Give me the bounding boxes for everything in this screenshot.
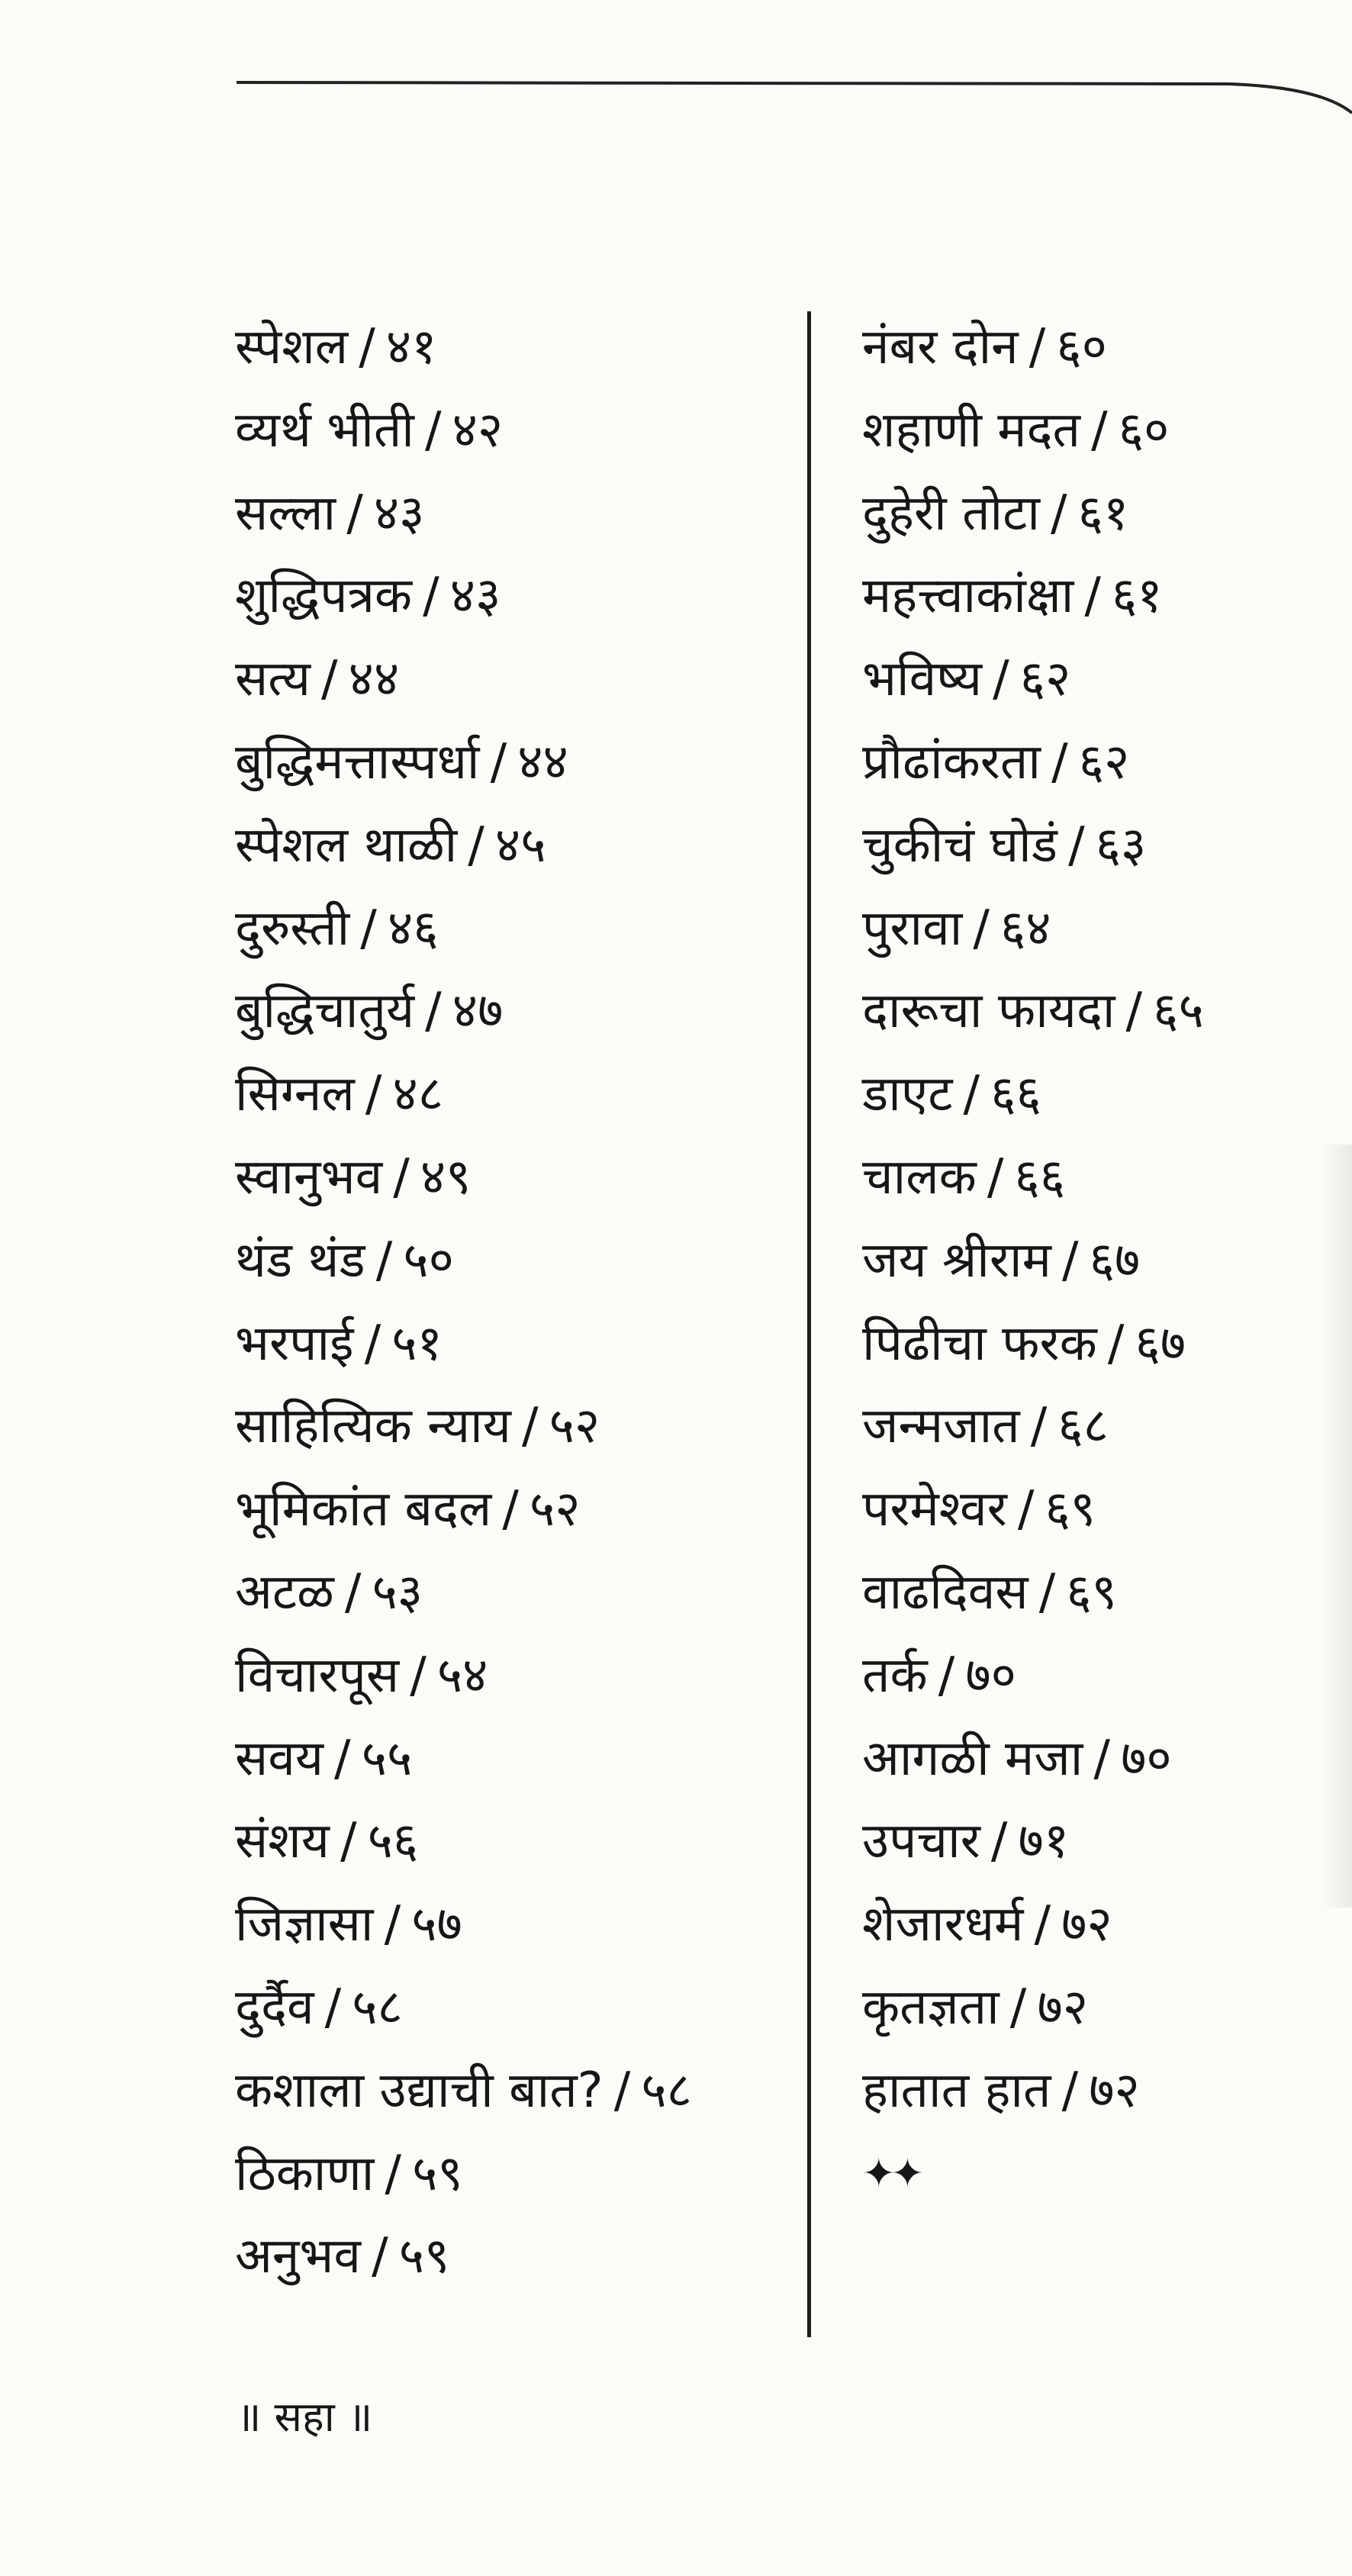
toc-entry-title: दुहेरी तोटा (862, 485, 1040, 542)
toc-entry-title: अनुभव (235, 2228, 361, 2285)
toc-entry-page: ५१ (391, 1315, 443, 1372)
toc-entry-page: ५७ (411, 1896, 462, 1953)
toc-entry (235, 1808, 800, 1892)
toc-entry (862, 978, 1320, 1061)
toc-entry-page: ७२ (1061, 1896, 1112, 1953)
toc-entry (862, 1061, 1320, 1145)
toc-entry-page: ४९ (420, 1148, 472, 1206)
top-rule (237, 76, 1352, 122)
toc-entry-separator: / (1028, 319, 1046, 375)
toc-entry-separator: / (963, 1066, 980, 1123)
toc-entry-page: ६० (1056, 319, 1107, 375)
toc-entry-title: वाढदिवस (862, 1563, 1028, 1621)
toc-entry-separator: / (468, 816, 484, 874)
toc-entry-separator: / (993, 651, 1009, 708)
toc-entry-page: ५८ (352, 1979, 403, 2036)
toc-entry-page: ६६ (1014, 1148, 1066, 1206)
toc-entry (235, 2058, 800, 2141)
toc-entry-page: ६७ (1089, 1232, 1141, 1289)
toc-entry-separator: / (490, 733, 507, 791)
toc-entry-title: नंबर दोन (862, 319, 1019, 375)
toc-entry-page: ६९ (1066, 1563, 1117, 1621)
toc-entry-page: ४१ (385, 319, 437, 375)
toc-entry (235, 398, 800, 481)
toc-entry (235, 2141, 800, 2224)
toc-entry-separator: / (410, 1647, 427, 1704)
toc-entry-separator: / (1061, 1232, 1079, 1289)
toc-entry (235, 314, 800, 398)
toc-entry (235, 978, 800, 1061)
toc-entry-title: साहित्यिक न्याय (235, 1398, 511, 1455)
toc-entry-page: ४६ (387, 900, 439, 957)
toc-entry (862, 1311, 1320, 1394)
toc-entry-title: आगळी मजा (862, 1730, 1083, 1787)
toc-entry-separator: / (1093, 1730, 1110, 1787)
toc-entry-title: बुद्धिमत्तास्पर्धा (235, 733, 480, 791)
toc-entry-title: तर्क (862, 1647, 928, 1704)
toc-entry-title: संशय (235, 1813, 330, 1870)
toc-entry (862, 2058, 1320, 2141)
toc-entry-title: जिज्ञासा (235, 1896, 374, 1953)
toc-entry (862, 729, 1320, 813)
toc-entry-separator: / (321, 651, 338, 708)
toc-entry-page: ६८ (1057, 1398, 1109, 1455)
toc-entry (235, 1560, 800, 1643)
toc-entry-title: महत्त्वाकांक्षा (862, 568, 1074, 625)
toc-entry-page: ६१ (1112, 568, 1163, 625)
toc-entry-title: कृतज्ञता (862, 1979, 1000, 2036)
toc-right-column (862, 314, 1320, 2223)
toc-entry-title: प्रौढांकरता (862, 733, 1041, 791)
toc-entry-page: ७१ (1018, 1813, 1070, 1870)
toc-entry-page: ६३ (1095, 816, 1147, 874)
toc-entry-separator: / (1068, 816, 1085, 874)
toc-entry-page: ५२ (549, 1398, 600, 1455)
toc-entry-title: पुरावा (862, 900, 963, 957)
toc-entry (235, 1476, 800, 1560)
toc-entry-separator: / (375, 1232, 393, 1289)
toc-entry (235, 481, 800, 564)
toc-entry-title: थंड थंड (235, 1232, 365, 1289)
toc-entry-title: शेजारधर्म (862, 1896, 1024, 1953)
toc-entry-title: सवय (235, 1730, 324, 1787)
toc-entry (862, 1560, 1320, 1643)
column-divider (807, 311, 811, 2337)
toc-entry-page: ५४ (436, 1647, 488, 1704)
toc-entry-page: ६९ (1045, 1481, 1096, 1538)
toc-entry-title: पिढीचा फरक (862, 1315, 1097, 1372)
toc-entry-title: भरपाई (235, 1315, 354, 1372)
toc-entry (235, 2223, 800, 2307)
toc-entry-title: दुर्दैव (235, 1979, 314, 2036)
toc-entry-page: ७२ (1037, 1979, 1088, 2036)
toc-entry-page: ६२ (1019, 651, 1071, 708)
toc-entry (235, 1975, 800, 2058)
toc-entry-page: ५३ (372, 1563, 423, 1621)
toc-entry-page: ५० (403, 1232, 454, 1289)
toc-entry-title: सल्ला (235, 485, 336, 542)
page-number: ॥ सहा ॥ (237, 2393, 373, 2441)
toc-entry-title: डाएट (862, 1066, 953, 1123)
toc-entry-title: भूमिकांत बदल (235, 1481, 492, 1538)
toc-entry-page: ७० (1121, 1730, 1172, 1787)
toc-entry-page: ६७ (1135, 1315, 1186, 1372)
toc-entry-title: व्यर्थ भीती (235, 401, 414, 459)
toc-entry-page: ५९ (398, 2228, 450, 2285)
toc-entry-page: ५८ (641, 2062, 692, 2119)
toc-entry (862, 1643, 1320, 1726)
toc-entry-separator: / (987, 1148, 1004, 1206)
page-edge-shadow (1321, 1145, 1352, 1908)
toc-entry-separator: / (1051, 485, 1067, 542)
toc-entry (862, 1145, 1320, 1228)
toc-left-column (235, 314, 800, 2307)
toc-entry-page: ७० (965, 1647, 1016, 1704)
toc-entry-separator: / (1034, 1896, 1051, 1953)
toc-entry-separator: / (1017, 1481, 1035, 1538)
toc-entry-separator: / (1051, 733, 1068, 791)
toc-entry (862, 314, 1320, 398)
toc-entry (235, 1892, 800, 1975)
toc-entry-page: ६१ (1077, 485, 1129, 542)
toc-entry-page: ५२ (530, 1481, 581, 1538)
toc-entry (862, 398, 1320, 481)
toc-entry-title: स्पेशल (235, 319, 349, 375)
toc-entry-separator: / (1009, 1979, 1027, 2036)
toc-entry (862, 1393, 1320, 1476)
toc-entry-page: ४८ (392, 1066, 444, 1123)
toc-entry (235, 1061, 800, 1145)
toc-entry-separator: / (385, 2145, 401, 2202)
toc-entry-separator: / (346, 485, 363, 542)
toc-entry-page: ६५ (1153, 983, 1204, 1040)
toc-entry-separator: / (425, 983, 442, 1040)
toc-entry (862, 1228, 1320, 1311)
toc-entry-separator: / (424, 401, 442, 459)
toc-entry-separator: / (393, 1148, 410, 1206)
toc-entry-page: ६० (1118, 401, 1170, 459)
toc-entry-separator: / (360, 900, 377, 957)
toc-entry-separator: / (1091, 401, 1108, 459)
toc-entry (862, 813, 1320, 896)
toc-entry (235, 1726, 800, 1809)
toc-entry-title: दुरुस्ती (235, 900, 350, 957)
toc-entry (862, 1726, 1320, 1809)
toc-entry-separator: / (1038, 1563, 1056, 1621)
toc-entry-separator: / (973, 900, 990, 957)
toc-entry-separator: / (423, 568, 439, 625)
toc-entry-separator: / (324, 1979, 342, 2036)
toc-entry-page: ४५ (494, 816, 546, 874)
toc-entry-title: बुद्धिचातुर्य (235, 983, 415, 1040)
toc-entry (235, 1145, 800, 1228)
end-ornament: ✦✦ (862, 2150, 920, 2197)
toc-entry-title: जन्मजात (862, 1398, 1020, 1455)
toc-entry-separator: / (938, 1647, 955, 1704)
toc-entry-title: हातात हात (862, 2062, 1051, 2119)
toc-entry-page: ५९ (412, 2145, 463, 2202)
toc-entry-title: कशाला उद्याची बात? (235, 2062, 604, 2119)
toc-entry-page: ६२ (1078, 733, 1130, 791)
toc-entry (862, 1892, 1320, 1975)
toc-entry (862, 1476, 1320, 1560)
toc-entry-title: स्पेशल थाळी (235, 816, 458, 874)
toc-entry (235, 729, 800, 813)
toc-entry (235, 1311, 800, 1394)
toc-entry-title: शुद्धिपत्रक (235, 568, 413, 625)
toc-entry-page: ५५ (361, 1730, 413, 1787)
toc-entry-page: ४४ (517, 733, 568, 791)
toc-entry (862, 1975, 1320, 2058)
toc-entry-page: ४२ (452, 401, 504, 459)
toc-entry (862, 646, 1320, 729)
toc-entry-separator: / (1061, 2062, 1079, 2119)
toc-entry (235, 646, 800, 729)
toc-entry (235, 1643, 800, 1726)
toc-entry-page: ५६ (367, 1813, 419, 1870)
toc-entry-separator: / (334, 1730, 351, 1787)
toc-entry-separator: / (613, 2062, 631, 2119)
toc-entry-separator: / (340, 1813, 357, 1870)
toc-entry-page: ४४ (348, 651, 400, 708)
toc-entry-title: भविष्य (862, 651, 982, 708)
toc-entry-separator: / (344, 1563, 362, 1621)
toc-entry-separator: / (359, 319, 375, 375)
toc-entry (235, 1393, 800, 1476)
toc-entry-separator: / (502, 1481, 519, 1538)
toc-entry-title: सिग्नल (235, 1066, 355, 1123)
toc-entry-page: ४३ (449, 568, 501, 625)
toc-entry (235, 563, 800, 646)
toc-entry-title: परमेश्वर (862, 1481, 1007, 1538)
toc-entry-title: ठिकाणा (235, 2145, 375, 2202)
toc-entry-separator: / (1030, 1398, 1048, 1455)
toc-entry-title: शहाणी मदत (862, 401, 1081, 459)
toc-entry-title: चालक (862, 1148, 977, 1206)
toc-entry-separator: / (372, 2228, 388, 2285)
toc-entry-separator: / (1125, 983, 1143, 1040)
toc-entry-separator: / (364, 1315, 381, 1372)
toc-entry-page: ७२ (1089, 2062, 1140, 2119)
toc-entry (862, 563, 1320, 646)
toc-entry-title: जय श्रीराम (862, 1232, 1051, 1289)
toc-entry-title: चुकीचं घोडं (862, 816, 1057, 874)
toc-entry-separator: / (384, 1896, 401, 1953)
toc-entry-separator: / (1084, 568, 1101, 625)
toc-entry-page: ६४ (1000, 900, 1051, 957)
toc-entry-title: स्वानुभव (235, 1148, 383, 1206)
toc-entry-title: उपचार (862, 1813, 980, 1870)
toc-entry (235, 1228, 800, 1311)
toc-entry (862, 1808, 1320, 1892)
toc-entry-title: सत्य (235, 651, 311, 708)
toc-entry (235, 896, 800, 979)
toc-entry (862, 481, 1320, 564)
toc-entry-page: ४७ (452, 983, 504, 1040)
toc-entry-title: अटळ (235, 1563, 334, 1621)
toc-entry-separator: / (521, 1398, 539, 1455)
toc-entry (862, 896, 1320, 979)
toc-entry (235, 813, 800, 896)
toc-entry-separator: / (990, 1813, 1008, 1870)
toc-entry-separator: / (365, 1066, 382, 1123)
toc-entry-title: दारूचा फायदा (862, 983, 1115, 1040)
toc-entry-page: ४३ (373, 485, 425, 542)
toc-entry-title: विचारपूस (235, 1647, 400, 1704)
toc-entry-separator: / (1107, 1315, 1125, 1372)
toc-entry-page: ६६ (990, 1066, 1041, 1123)
